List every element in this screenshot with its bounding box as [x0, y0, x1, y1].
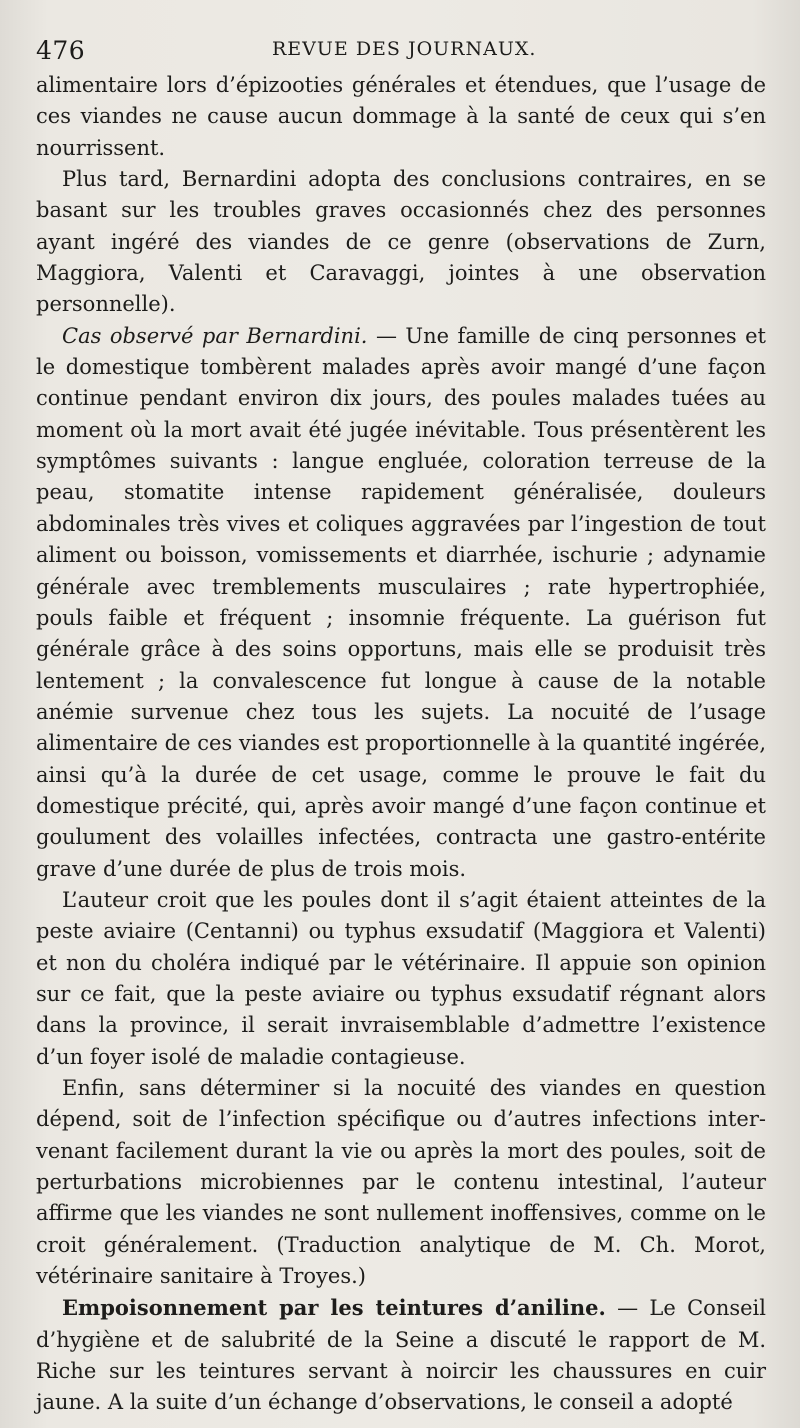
case-title: Cas observé par Bernardini.: [62, 323, 368, 348]
page-number: 476: [36, 36, 86, 65]
paragraph-bernardini-conclusions: Plus tard, Bernardini adopta des conclusions contraires, en se basant sur les troubles graves occasionnés chez des personnes ayant ingéré des viandes de ce genre (observations de Zurn, Maggiora, Valenti et Caravaggi, jointes à une observation personnelle).: [36, 167, 766, 317]
paragraph-continuation: alimentaire lors d’épizooties générales et étendues, que l’usage de ces viandes ne cause aucun dommage à la santé de ceux qui s’en nourrissent.: [36, 73, 766, 160]
paragraph-conclusion: Enfin, sans déterminer si la nocuité des viandes en question dépend, soit de l’infection spécifique ou d’autres infections intervenant facilement durant la vie ou après la mort des poules, soit de perturbations microbiennes par le contenu intestinal, l’auteur affirme que les viandes ne sont nullement inoffensives, comme on le croit généralement. (Traduction analytique de M. Ch. Morot, vétérinaire sanitaire à Troyes.): [36, 1076, 766, 1289]
paragraph-author-opinion: L’auteur croit que les poules dont il s’agit étaient atteintes de la peste aviaire (Centanni) ou typhus exsudatif (Maggiora et Valenti) et non du choléra indiqué par le vétérinaire. Il appuie son opinion sur ce fait, que la peste aviaire ou typhus exsudatif régnant alors dans la province, il serait invraisemblable d’admettre l’existence d’un foyer isolé de maladie contagieuse.: [36, 887, 766, 1069]
section-text: — Le Conseil d’hygiène et de salubrité de la Seine a discuté le rapport de M. Riche sur les teintures servant à noircir les chaussures en cuir jaune. A la suite d’un échange d’observations, le conseil a adopté: [36, 1296, 766, 1415]
paragraph-case-observed: [36, 321, 766, 885]
section-title: Empoisonnement par les teintures d’aniline.: [62, 1295, 606, 1321]
running-head: REVUE DES JOURNAUX.: [272, 38, 537, 60]
article-body: [36, 70, 766, 1419]
page-header: [36, 30, 766, 70]
section-aniline-poisoning: [36, 1292, 766, 1418]
case-text: — Une famille de cinq personnes et le domestique tombèrent malades après avoir mangé d’une façon continue pendant environ dix jours, des poules malades tuées au moment où la mort avait été jugée inévitable. Tous présentèrent les symptômes suivants : langue engluée, coloration terreuse de la peau, stomatite intense rapidement généralisée, douleurs abdominales très vives et coliques aggravées par l’ingestion de tout aliment ou boisson, vomissements et diarrhée, ischurie ; adynamie générale avec tremblements musculaires ; rate hypertrophiée, pouls faible et fréquent ; insomnie fréquente. La guérison fut générale grâce à des soins opportuns, mais elle se produisit très lentement ; la convalescence fut longue à cause de la notable anémie survenue chez tous les sujets. La nocuité de l’usage alimentaire de ces viandes est proportionnelle à la quantité ingérée, ainsi qu’à la durée de cet usage, comme le prouve le fait du domestique précité, qui, après avoir mangé d’une façon continue et goulument des volailles infectées, contracta une gastro-entérite grave d’une durée de plus de trois mois.: [36, 323, 766, 881]
